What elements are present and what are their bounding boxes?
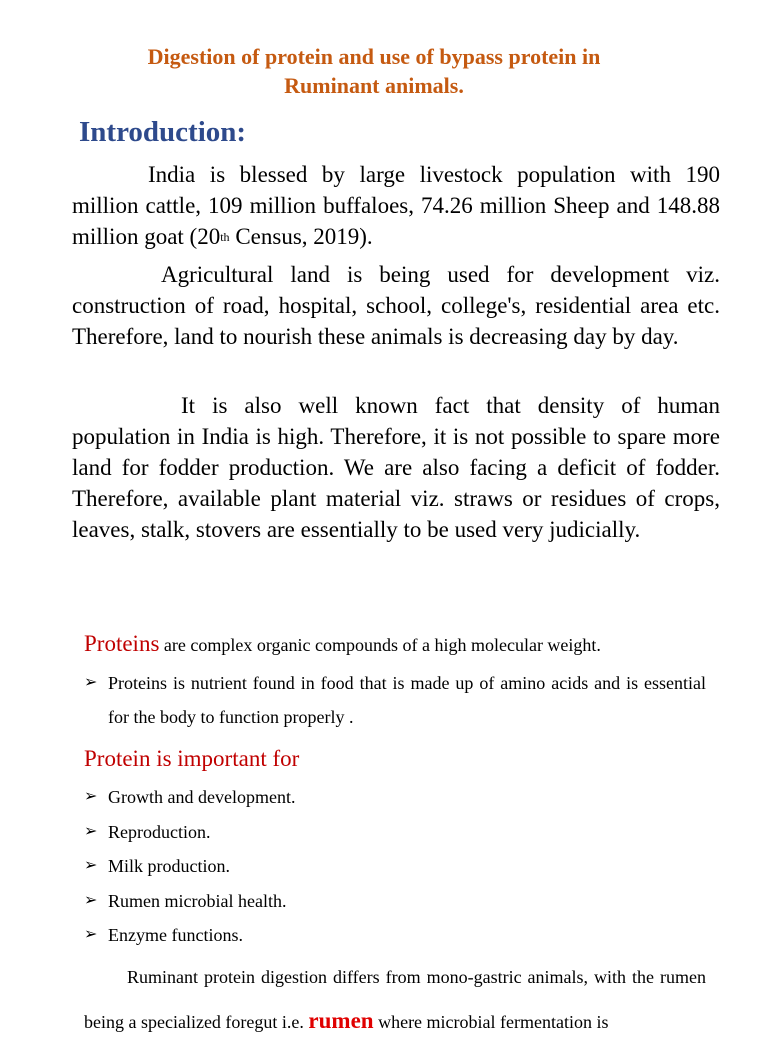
final-text: Ruminant protein digestion differs from mono-gastric animals, with the rumen being a specialized foregut i.e. <box>84 967 706 1032</box>
arrowhead-bullet-icon: ➢ <box>84 891 98 909</box>
introduction-heading: Introduction: <box>79 116 247 148</box>
p1-superscript: th <box>220 230 230 244</box>
list-item <box>84 816 706 851</box>
list-item-text: Growth and development. <box>108 787 296 807</box>
list-item <box>84 850 706 885</box>
final-text-end: where microbial fermentation is <box>373 1012 609 1032</box>
arrowhead-bullet-icon: ➢ <box>84 788 98 805</box>
arrowhead-bullet-icon: ➢ <box>84 674 98 691</box>
intro-paragraph-3: It is also well known fact that density of human population in India is high. Therefore, it is not possible to spare more land for fodder production. We are also facing a deficit of fodder. Therefore, available plant material viz. straws or residues of crops, leaves, stalk, stovers are essentially to be used very judicially. <box>72 393 720 542</box>
proteins-definition-text: are complex organic compounds of a high molecular weight. <box>159 635 601 655</box>
rumen-keyword: rumen <box>308 1008 374 1033</box>
list-item <box>84 666 706 734</box>
arrowhead-bullet-icon: ➢ <box>84 857 98 874</box>
bullet-text: Proteins is nutrient found in food that is made up of amino acids and is essential for the body to function properly . <box>108 673 706 727</box>
intro-paragraph-2: Agricultural land is being used for development viz. construction of road, hospital, school, college's, residential area etc. Therefore, land to nourish these animals is decreasing day by day. <box>72 262 720 349</box>
protein-bullet-list <box>84 666 706 734</box>
intro-paragraph-1 <box>72 159 720 252</box>
list-item-text: Reproduction. <box>108 821 211 842</box>
p1-text-end: Census, 2019). <box>229 224 373 249</box>
title-line-1: Digestion of protein and use of bypass protein in <box>147 44 601 69</box>
list-item <box>84 885 706 920</box>
list-item <box>84 781 706 816</box>
list-item <box>84 919 706 954</box>
arrowhead-bullet-icon: ➢ <box>84 822 98 840</box>
proteins-keyword: Proteins <box>84 631 160 656</box>
list-item-text: Milk production. <box>108 856 230 876</box>
proteins-definition <box>84 629 601 660</box>
list-item-text: Rumen microbial health. <box>108 890 287 911</box>
p1-text: India is blessed by large livestock population with 190 million cattle, 109 million buffaloes, 74.26 million Sheep and 148.88 million goat (20 <box>72 162 720 249</box>
document-title <box>0 42 748 100</box>
arrowhead-bullet-icon: ➢ <box>84 926 98 943</box>
importance-list <box>84 781 706 954</box>
list-item-text: Enzyme functions. <box>108 925 243 945</box>
ruminant-digestion-paragraph <box>84 955 706 1044</box>
title-line-2: Ruminant animals. <box>284 73 464 98</box>
importance-heading: Protein is important for <box>84 746 300 771</box>
